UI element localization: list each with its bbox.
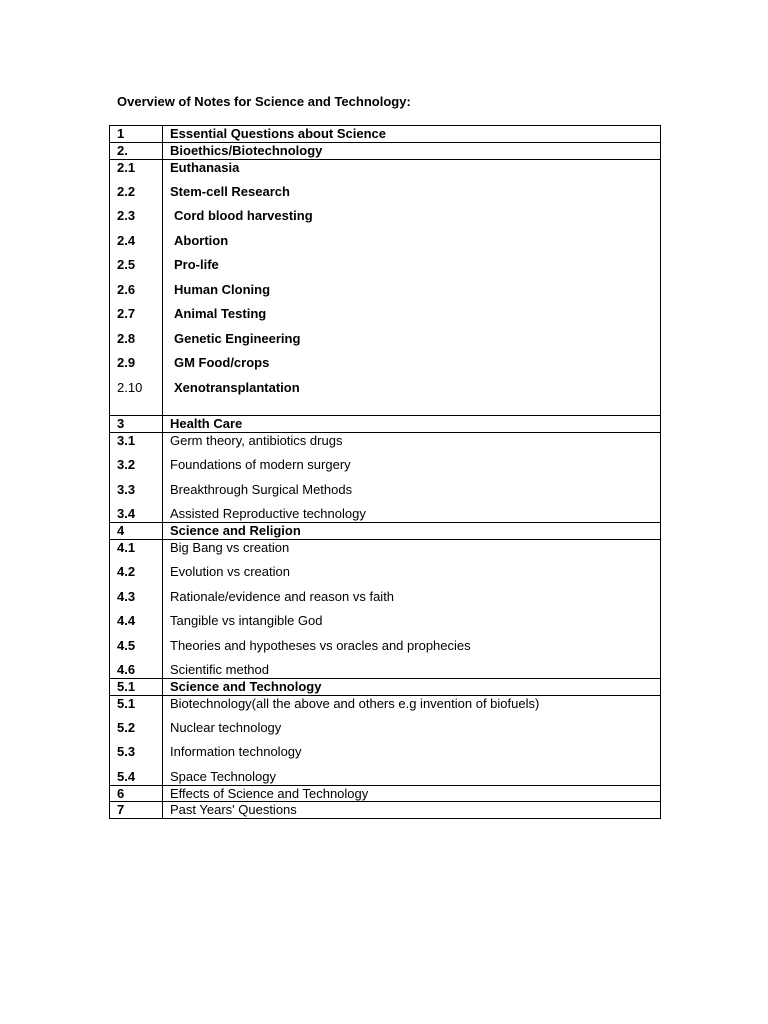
section-number: 1 bbox=[110, 126, 163, 143]
section-number: 5.4 bbox=[110, 769, 163, 786]
table-row bbox=[110, 786, 661, 802]
section-title: Cord blood harvesting bbox=[163, 208, 661, 233]
section-number: 2.3 bbox=[110, 208, 163, 233]
section-title: Rationale/evidence and reason vs faith bbox=[163, 589, 661, 613]
table-row bbox=[110, 457, 661, 482]
section-title: Foundations of modern surgery bbox=[163, 457, 661, 482]
section-title: Nuclear technology bbox=[163, 720, 661, 744]
section-number: 2. bbox=[110, 143, 163, 160]
table-row bbox=[110, 331, 661, 355]
table-row bbox=[110, 744, 661, 769]
section-title: Assisted Reproductive technology bbox=[163, 506, 661, 523]
table-row bbox=[110, 160, 661, 184]
section-title: Xenotransplantation bbox=[163, 380, 661, 416]
section-title: Science and Religion bbox=[163, 523, 661, 540]
table-row bbox=[110, 433, 661, 457]
section-title: Evolution vs creation bbox=[163, 564, 661, 589]
section-number: 5.1 bbox=[110, 679, 163, 696]
section-number: 2.10 bbox=[110, 380, 163, 416]
section-title: Health Care bbox=[163, 416, 661, 433]
table-row bbox=[110, 380, 661, 416]
table-row bbox=[110, 233, 661, 257]
section-title: Space Technology bbox=[163, 769, 661, 786]
section-number: 6 bbox=[110, 786, 163, 802]
table-row bbox=[110, 143, 661, 160]
section-number: 2.9 bbox=[110, 355, 163, 380]
table-row bbox=[110, 257, 661, 282]
table-row bbox=[110, 282, 661, 306]
table-row bbox=[110, 506, 661, 523]
section-title: GM Food/crops bbox=[163, 355, 661, 380]
table-row bbox=[110, 416, 661, 433]
table-row bbox=[110, 208, 661, 233]
section-title: Big Bang vs creation bbox=[163, 540, 661, 564]
section-number: 4.4 bbox=[110, 613, 163, 638]
section-title: Essential Questions about Science bbox=[163, 126, 661, 143]
section-title: Abortion bbox=[163, 233, 661, 257]
section-title: Science and Technology bbox=[163, 679, 661, 696]
section-number: 7 bbox=[110, 802, 163, 819]
section-number: 3.4 bbox=[110, 506, 163, 523]
section-title: Human Cloning bbox=[163, 282, 661, 306]
table-row bbox=[110, 564, 661, 589]
section-number: 2.4 bbox=[110, 233, 163, 257]
section-number: 4.3 bbox=[110, 589, 163, 613]
table-row bbox=[110, 306, 661, 331]
section-number: 2.7 bbox=[110, 306, 163, 331]
section-number: 2.1 bbox=[110, 160, 163, 184]
table-row bbox=[110, 482, 661, 506]
table-row bbox=[110, 769, 661, 786]
outline-table bbox=[109, 125, 661, 819]
section-title: Past Years' Questions bbox=[163, 802, 661, 819]
section-title: Pro-life bbox=[163, 257, 661, 282]
section-title: Effects of Science and Technology bbox=[163, 786, 661, 802]
section-title: Animal Testing bbox=[163, 306, 661, 331]
section-number: 4.1 bbox=[110, 540, 163, 564]
outline-body bbox=[110, 126, 661, 819]
section-number: 4.5 bbox=[110, 638, 163, 662]
table-row bbox=[110, 613, 661, 638]
section-title: Genetic Engineering bbox=[163, 331, 661, 355]
section-number: 2.6 bbox=[110, 282, 163, 306]
table-row bbox=[110, 662, 661, 679]
section-number: 3 bbox=[110, 416, 163, 433]
page-title: Overview of Notes for Science and Technology: bbox=[117, 94, 411, 109]
table-row bbox=[110, 523, 661, 540]
section-title: Scientific method bbox=[163, 662, 661, 679]
table-row bbox=[110, 126, 661, 143]
section-number: 4 bbox=[110, 523, 163, 540]
table-row bbox=[110, 184, 661, 208]
section-number: 3.2 bbox=[110, 457, 163, 482]
section-title: Euthanasia bbox=[163, 160, 661, 184]
section-number: 5.2 bbox=[110, 720, 163, 744]
section-title: Theories and hypotheses vs oracles and prophecies bbox=[163, 638, 661, 662]
section-number: 3.1 bbox=[110, 433, 163, 457]
section-number: 2.5 bbox=[110, 257, 163, 282]
section-number: 3.3 bbox=[110, 482, 163, 506]
section-number: 2.8 bbox=[110, 331, 163, 355]
table-row bbox=[110, 696, 661, 720]
table-row bbox=[110, 355, 661, 380]
section-number: 4.2 bbox=[110, 564, 163, 589]
section-title: Tangible vs intangible God bbox=[163, 613, 661, 638]
section-title: Germ theory, antibiotics drugs bbox=[163, 433, 661, 457]
section-title: Breakthrough Surgical Methods bbox=[163, 482, 661, 506]
section-number: 5.1 bbox=[110, 696, 163, 720]
table-row bbox=[110, 589, 661, 613]
section-title: Stem-cell Research bbox=[163, 184, 661, 208]
section-number: 5.3 bbox=[110, 744, 163, 769]
section-number: 2.2 bbox=[110, 184, 163, 208]
table-row bbox=[110, 540, 661, 564]
section-title: Bioethics/Biotechnology bbox=[163, 143, 661, 160]
table-row bbox=[110, 720, 661, 744]
table-row bbox=[110, 638, 661, 662]
table-row bbox=[110, 802, 661, 819]
table-row bbox=[110, 679, 661, 696]
section-number: 4.6 bbox=[110, 662, 163, 679]
section-title: Information technology bbox=[163, 744, 661, 769]
section-title: Biotechnology(all the above and others e.g invention of biofuels) bbox=[163, 696, 661, 720]
